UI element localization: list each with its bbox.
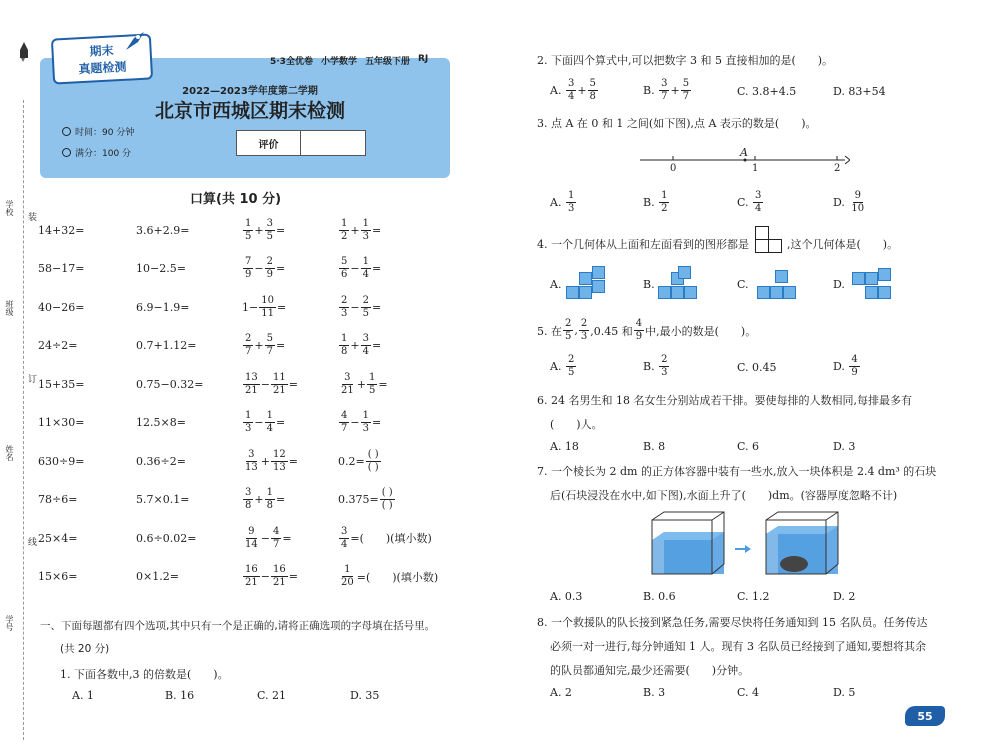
q3-option-c[interactable]: C. $\frac{3}{4}$	[737, 190, 762, 214]
tick-1: 1	[752, 163, 759, 174]
subject-label: 小学数学	[320, 57, 357, 67]
oral-fraction-item: $\frac{1}{5}$ + $\frac{3}{5}$ =	[245, 217, 286, 242]
oral-fraction-item: 0.375= $\frac{( )}{( )}$	[338, 487, 393, 511]
q1-text: 1. 下面各数中,3 的倍数是( )。	[60, 668, 229, 681]
oral-item: 14+32=	[38, 223, 85, 237]
rocket-badge-icon	[124, 30, 146, 52]
badge-line1: 期末	[89, 43, 114, 59]
q1-option-b[interactable]: B. 16	[165, 689, 195, 702]
oral-fraction-item: $\frac{3}{21}$ + $\frac{1}{5}$ =	[341, 371, 388, 396]
oral-item: 0.75−0.32=	[136, 377, 204, 391]
q8-option-a[interactable]: A. 2	[550, 686, 572, 699]
q8-option-b[interactable]: B. 3	[643, 686, 666, 699]
school-year: 2022—2023学年度第二学期	[182, 86, 318, 97]
badge-line2: 真题检测	[78, 59, 127, 77]
oral-item: 6.9−1.9=	[136, 300, 190, 314]
oral-item: 25×4=	[38, 531, 78, 545]
water-container-after	[764, 510, 840, 576]
q4-option-a[interactable]: A.	[550, 278, 562, 291]
oral-item: 10−2.5=	[136, 262, 186, 275]
oral-item: 5.7×0.1=	[136, 493, 190, 506]
water-container-before	[650, 510, 726, 576]
q4-option-d[interactable]: D.	[833, 278, 845, 291]
time-info: 时间：90 分钟	[62, 125, 134, 138]
q4-text-b: ,这个几何体是( )。	[787, 238, 899, 251]
oral-item: 15×6=	[38, 570, 78, 583]
q1-option-c[interactable]: C. 21	[257, 689, 287, 702]
score-info: 满分：100 分	[62, 146, 131, 159]
evaluation-box	[236, 130, 366, 156]
section-one-points: (共 20 分)	[60, 643, 110, 655]
q6-option-b[interactable]: B. 8	[643, 440, 666, 453]
oral-fraction-item: 0.2= $\frac{( )}{( )}$	[338, 448, 379, 473]
q3-option-d[interactable]: D. $\frac{9}{10}$	[833, 190, 865, 214]
q4-text-a: 4. 一个几何体从上面和左面看到的图形都是	[537, 238, 749, 251]
oral-fraction-item: $\frac{3}{4}$ =( )(填小数)	[341, 525, 432, 550]
q5-option-c[interactable]: C. 0.45	[737, 361, 777, 374]
q4-option-c[interactable]: C.	[737, 278, 749, 291]
oral-item: 0.6÷0.02=	[136, 531, 197, 545]
eval-label: 评价	[237, 131, 301, 155]
oral-fraction-item: $\frac{5}{6}$ − $\frac{1}{4}$ =	[341, 256, 382, 280]
margin-label-order: 订	[28, 375, 38, 385]
q1-option-d[interactable]: D. 35	[350, 689, 380, 702]
q7-text-a: 7. 一个棱长为 2 dm 的正方体容器中装有一些水,放入一块体积是 2.4 dm³ 的石块	[537, 465, 937, 478]
eval-value[interactable]	[301, 131, 365, 155]
page-number: 55	[917, 709, 933, 723]
q1-option-a[interactable]: A. 1	[72, 689, 94, 702]
oral-item: 40−26=	[38, 300, 85, 314]
oral-fraction-item: 1− $\frac{10}{11}$ =	[242, 294, 287, 319]
oral-fraction-item: $\frac{1}{3}$ − $\frac{1}{4}$ =	[245, 410, 286, 434]
q2-option-a[interactable]: A. $\frac{3}{4}$ + $\frac{5}{8}$	[550, 78, 596, 102]
q6-text-a: 6. 24 名男生和 18 名女生分别站成若干排。要使每排的人数相同,每排最多有	[537, 394, 912, 407]
tick-0: 0	[670, 163, 677, 174]
margin-label-id: 学号	[5, 615, 14, 631]
series-label: 5·3全优卷	[270, 57, 313, 67]
q5-option-b[interactable]: B. $\frac{2}{3}$	[643, 354, 668, 378]
oral-fraction-item: $\frac{3}{13}$ + $\frac{12}{13}$ =	[245, 448, 298, 473]
number-line	[640, 146, 850, 176]
q8-text-c: 的队员都通知完,最少还需要( )分钟。	[550, 664, 750, 677]
view-shape	[755, 226, 783, 254]
q7-option-d[interactable]: D. 2	[833, 590, 856, 603]
oral-fraction-item: $\frac{2}{3}$ − $\frac{2}{5}$ =	[341, 294, 382, 319]
oral-item: 0.7+1.12=	[136, 339, 197, 352]
q8-text-b: 必须一对一进行,每分钟通知 1 人。现有 3 名队员已经接到了通知,要想将其余	[550, 640, 926, 653]
q6-option-d[interactable]: D. 3	[833, 440, 856, 453]
q2-text: 2. 下面四个算式中,可以把数字 3 和 5 直接相加的是( )。	[537, 54, 834, 67]
section-one-intro: 一、下面每题都有四个选项,其中只有一个是正确的,请将正确选项的字母填在括号里。	[40, 620, 436, 632]
oral-fraction-item: $\frac{3}{8}$ + $\frac{1}{8}$ =	[245, 487, 286, 511]
tick-2: 2	[834, 163, 841, 174]
oral-fraction-item: $\frac{2}{7}$ + $\frac{5}{7}$ =	[245, 333, 286, 357]
q8-option-c[interactable]: C. 4	[737, 686, 760, 699]
binding-margin	[0, 0, 38, 750]
oral-fraction-item: $\frac{9}{14}$ − $\frac{4}{7}$ =	[245, 525, 292, 550]
oral-item: 11×30=	[38, 416, 85, 429]
oral-item: 3.6+2.9=	[136, 223, 190, 237]
oral-grid	[38, 215, 478, 595]
solid-c	[757, 266, 799, 302]
point-a-label: A	[740, 146, 748, 159]
q7-option-a[interactable]: A. 0.3	[550, 590, 583, 603]
q2-option-b[interactable]: B. $\frac{3}{7}$ + $\frac{5}{7}$	[643, 78, 690, 102]
oral-item: 12.5×8=	[136, 416, 186, 429]
arrow-icon	[735, 543, 751, 551]
edition-label: RJ	[417, 54, 429, 64]
oral-item: 15+35=	[38, 377, 85, 391]
q8-text-a: 8. 一个救援队的队长接到紧急任务,需要尽快将任务通知到 15 名队员。任务传达	[537, 616, 928, 629]
oral-fraction-item: $\frac{7}{9}$ − $\frac{2}{9}$ =	[245, 256, 286, 280]
q3-text: 3. 点 A 在 0 和 1 之间(如下图),点 A 表示的数是( )。	[537, 117, 817, 130]
q6-text-b: ( )人。	[550, 418, 603, 431]
q3-option-a[interactable]: A. $\frac{1}{3}$	[550, 190, 575, 214]
q2-option-d[interactable]: D. 83+54	[833, 85, 886, 98]
margin-label-name: 姓名	[5, 445, 14, 461]
page-number-badge	[905, 706, 945, 726]
oral-item: 0×1.2=	[136, 570, 179, 583]
q8-option-d[interactable]: D. 5	[833, 686, 856, 699]
solid-d	[852, 266, 894, 302]
clock-icon	[62, 127, 71, 136]
dashed-line	[23, 100, 24, 740]
grade-label: 五年级下册	[364, 57, 410, 67]
oral-fraction-item: $\frac{16}{21}$ − $\frac{16}{21}$ =	[245, 564, 298, 588]
q6-option-c[interactable]: C. 6	[737, 440, 760, 453]
margin-label-school: 学校	[5, 200, 14, 216]
oral-item: 58−17=	[38, 262, 85, 275]
oral-fraction-item: $\frac{13}{21}$ − $\frac{11}{21}$ =	[245, 371, 298, 396]
check-icon	[62, 148, 71, 157]
q7-option-b[interactable]: B. 0.6	[643, 590, 676, 603]
q7-text-b: 后(石块浸没在水中,如下图),水面上升了( )dm。(容器厚度忽略不计)	[550, 489, 898, 502]
rocket-icon	[20, 42, 28, 62]
q5-option-a[interactable]: A. $\frac{2}{5}$	[550, 354, 575, 378]
margin-label-binding: 装	[28, 213, 38, 223]
q6-option-a[interactable]: A. 18	[550, 440, 579, 453]
q3-option-b[interactable]: B. $\frac{1}{2}$	[643, 190, 668, 214]
header-meta	[270, 54, 428, 67]
oral-item: 24÷2=	[38, 339, 78, 352]
solid-a	[566, 266, 608, 302]
solid-b	[658, 266, 700, 302]
q5-text: 5. 在 $\frac{2}{5}$ , $\frac{2}{3}$ ,0.45 和 $\frac{4}{9}$ 中,最小的数是( )。	[537, 318, 757, 342]
oral-fraction-item: $\frac{1}{2}$ + $\frac{1}{3}$ =	[341, 217, 382, 242]
margin-label-class: 班级	[5, 300, 14, 316]
oral-item: 78÷6=	[38, 493, 78, 506]
page-title: 北京市西城区期末检测	[154, 100, 345, 122]
q2-option-c[interactable]: C. 3.8+4.5	[737, 85, 797, 98]
oral-section-title: 口算(共 10 分)	[190, 192, 282, 207]
oral-fraction-item: $\frac{4}{7}$ − $\frac{1}{3}$ =	[341, 410, 382, 434]
oral-item: 630÷9=	[38, 454, 85, 468]
margin-label-line: 线	[28, 538, 38, 548]
q5-option-d[interactable]: D. $\frac{4}{9}$	[833, 354, 858, 378]
oral-fraction-item: $\frac{1}{20}$ =( )(填小数)	[341, 564, 439, 588]
q4-option-b[interactable]: B.	[643, 278, 655, 291]
q7-option-c[interactable]: C. 1.2	[737, 590, 770, 603]
oral-item: 0.36÷2=	[136, 454, 186, 468]
oral-fraction-item: $\frac{1}{8}$ + $\frac{3}{4}$ =	[341, 333, 382, 357]
